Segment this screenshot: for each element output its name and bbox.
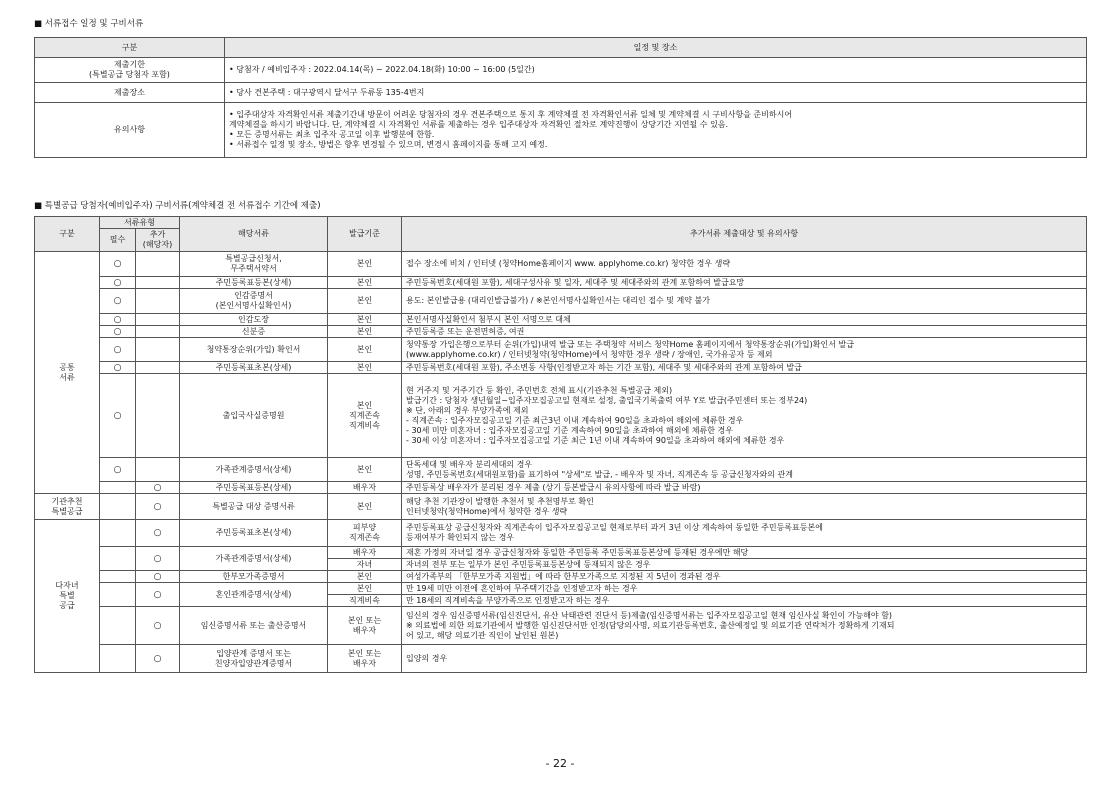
additional-mark: ○ bbox=[136, 645, 180, 673]
header-required: 필수 bbox=[100, 229, 136, 252]
document-name: 청약통장순위(가입) 확인서 bbox=[180, 338, 328, 362]
issuer: 본인 bbox=[328, 362, 402, 374]
issuer: 본인 bbox=[328, 289, 402, 314]
required-mark bbox=[100, 583, 136, 607]
required-mark bbox=[100, 645, 136, 673]
additional-mark bbox=[136, 252, 180, 277]
additional-mark: ○ bbox=[136, 494, 180, 520]
issuer: 배우자 bbox=[328, 482, 402, 494]
row-label: 제출장소 bbox=[35, 83, 225, 103]
note: 만 19세 미만 이전에 혼인하여 무주택기간을 인정받고자 하는 경우 bbox=[402, 583, 1087, 595]
document-name: 입양관계 증명서 또는 친양자입양관계증명서 bbox=[180, 645, 328, 673]
issuer: 본인 bbox=[328, 494, 402, 520]
section1-title: ■ 서류접수 일정 및 구비서류 bbox=[34, 19, 144, 29]
additional-mark bbox=[136, 362, 180, 374]
required-mark: ○ bbox=[100, 314, 136, 326]
header-notes: 추가서류 제출대상 및 유의사항 bbox=[402, 217, 1087, 252]
note: 주민등록증 또는 운전면허증, 여권 bbox=[402, 326, 1087, 338]
row-label: 유의사항 bbox=[35, 103, 225, 158]
additional-mark: ○ bbox=[136, 583, 180, 607]
issuer: 본인 bbox=[328, 277, 402, 289]
group-multichild: 다자녀 특별 공급 bbox=[35, 520, 100, 673]
required-mark: ○ bbox=[100, 326, 136, 338]
document-name: 한부모가족증명서 bbox=[180, 571, 328, 583]
note: 임신의 경우 임신증명서류(임신진단서, 유산 낙태관련 진단서 등)제출(임신증명서류는 입주자모집공고일 현재 임신사실 확인이 가능해야 함) ※ 의료법에 의한 의료기관에서 발행한 임신진단서만 인정(담당의사명, 의료기관등록번호, 출산예정일 및 의료기관 연락처가 정확하게 기재되 어 있고, 해당 의료기관 직인이 날인된 원본) bbox=[402, 607, 1087, 645]
required-mark: ○ bbox=[100, 252, 136, 277]
additional-mark: ○ bbox=[136, 607, 180, 645]
row-label: 제출기한 (특별공급 당첨자 포함) bbox=[35, 58, 225, 83]
note: 주민등록번호(세대원 포함), 세대구성사유 및 일자, 세대주 및 세대주와의 관계 포함하여 발급요망 bbox=[402, 277, 1087, 289]
note: 주민등록번호(세대원 포함), 주소변동 사항(인정받고자 하는 기간 포함), 세대주 및 세대주와의 관계 포함하여 발급 bbox=[402, 362, 1087, 374]
documents-table bbox=[34, 216, 1087, 673]
group-common: 공통 서류 bbox=[35, 252, 100, 494]
issuer: 직계비속 bbox=[328, 595, 402, 607]
page-number: - 22 - bbox=[545, 757, 575, 770]
required-mark: ○ bbox=[100, 458, 136, 482]
row-content: • 당첨자 / 예비입주자 : 2022.04.14(목) ~ 2022.04.18(화) 10:00 ~ 16:00 (5일간) bbox=[225, 58, 1087, 83]
document-name: 주민등록표등본(상세) bbox=[180, 482, 328, 494]
document-name: 주민등록표초본(상세) bbox=[180, 520, 328, 547]
header-doc-type: 서류유형 bbox=[100, 217, 180, 229]
additional-mark bbox=[136, 458, 180, 482]
document-name: 특별공급신청서, 무주택서약서 bbox=[180, 252, 328, 277]
required-mark bbox=[100, 547, 136, 571]
note: 재혼 가정의 자녀일 경우 공급신청자와 동일한 주민등록 주민등록표등본상에 등재된 경우에만 해당 bbox=[402, 547, 1087, 559]
document-name: 가족관계증명서(상세) bbox=[180, 547, 328, 571]
note: 주민등록상 배우자가 분리된 경우 제출 (상기 등본발급시 유의사항에 따라 발급 바람) bbox=[402, 482, 1087, 494]
schedule-table bbox=[34, 37, 1087, 158]
document-name: 인감증명서 (본인서명사실확인서) bbox=[180, 289, 328, 314]
issuer: 본인 bbox=[328, 326, 402, 338]
required-mark: ○ bbox=[100, 289, 136, 314]
additional-mark: ○ bbox=[136, 571, 180, 583]
header-category: 구분 bbox=[35, 38, 225, 58]
document-name: 혼인관계증명서(상세) bbox=[180, 583, 328, 607]
header-additional: 추가 (해당자) bbox=[136, 229, 180, 252]
document-name: 특별공급 대상 증명서류 bbox=[180, 494, 328, 520]
issuer: 본인 bbox=[328, 252, 402, 277]
document-name: 가족관계증명서(상세) bbox=[180, 458, 328, 482]
required-mark bbox=[100, 482, 136, 494]
note: 접수 장소에 비치 / 인터넷 (청약Home홈페이지 www. applyhome.co.kr) 청약한 경우 생략 bbox=[402, 252, 1087, 277]
additional-mark: ○ bbox=[136, 482, 180, 494]
required-mark: ○ bbox=[100, 338, 136, 362]
document-name: 인감도장 bbox=[180, 314, 328, 326]
required-mark bbox=[100, 571, 136, 583]
issuer: 피부양 직계존속 bbox=[328, 520, 402, 547]
issuer: 본인 또는 배우자 bbox=[328, 645, 402, 673]
issuer: 자녀 bbox=[328, 559, 402, 571]
group-recommend: 기관추천 특별공급 bbox=[35, 494, 100, 520]
required-mark bbox=[100, 494, 136, 520]
row-content: • 당사 견본주택 : 대구광역시 달서구 두류동 135-4번지 bbox=[225, 83, 1087, 103]
additional-mark bbox=[136, 374, 180, 458]
additional-mark bbox=[136, 277, 180, 289]
note: 청약통장 가입은행으로부터 순위(가입)내역 발급 또는 주택청약 서비스 청약Home 홈페이지에서 청약통장순위(가입)확인서 발급 (www.applyhome.co.kr) / 인터넷청약(청약Home)에서 청약한 경우 생략 / 장애인, 국가유공자 등 제외 bbox=[402, 338, 1087, 362]
required-mark: ○ bbox=[100, 374, 136, 458]
additional-mark bbox=[136, 326, 180, 338]
issuer: 본인 bbox=[328, 458, 402, 482]
issuer: 본인 bbox=[328, 314, 402, 326]
document-name: 주민등록표초본(상세) bbox=[180, 362, 328, 374]
section2-title: ■ 특별공급 당첨자(예비입주자) 구비서류(계약체결 전 서류접수 기간에 제출) bbox=[34, 201, 321, 211]
additional-mark: ○ bbox=[136, 547, 180, 571]
issuer: 배우자 bbox=[328, 547, 402, 559]
note: 해당 추천 기관장이 발행한 추천서 및 추천명부로 확인 인터넷청약(청약Home)에서 청약한 경우 생략 bbox=[402, 494, 1087, 520]
note: 본인서명사실확인서 첨부시 본인 서명으로 대체 bbox=[402, 314, 1087, 326]
note: 용도: 본인발급용 (대리인발급불가) / ※본인서명사실확인서는 대리인 접수 및 계약 불가 bbox=[402, 289, 1087, 314]
document-name: 신분증 bbox=[180, 326, 328, 338]
note: 주민등록표상 공급신청자와 직계존속이 입주자모집공고일 현재로부터 과거 3년 이상 계속하여 동일한 주민등록표등본에 등재여부가 확인되지 않는 경우 bbox=[402, 520, 1087, 547]
header-schedule: 일정 및 장소 bbox=[225, 38, 1087, 58]
additional-mark bbox=[136, 289, 180, 314]
issuer: 본인 bbox=[328, 338, 402, 362]
issuer: 본인 또는 배우자 bbox=[328, 607, 402, 645]
note: 단독세대 및 배우자 분리세대의 경우 성명, 주민등록번호(세대원포함)를 표기하여 "상세"로 발급, - 배우자 및 자녀, 직계존속 등 공급신청자와의 관계 bbox=[402, 458, 1087, 482]
additional-mark: ○ bbox=[136, 520, 180, 547]
note: 만 18세의 직계비속을 부양가족으로 인정받고자 하는 경우 bbox=[402, 595, 1087, 607]
additional-mark bbox=[136, 338, 180, 362]
required-mark bbox=[100, 607, 136, 645]
header-category: 구분 bbox=[35, 217, 100, 252]
issuer: 본인 직계존속 직계비속 bbox=[328, 374, 402, 458]
required-mark bbox=[100, 520, 136, 547]
issuer: 본인 bbox=[328, 583, 402, 595]
document-name: 임신증명서류 또는 출산증명서 bbox=[180, 607, 328, 645]
header-document: 해당서류 bbox=[180, 217, 328, 252]
additional-mark bbox=[136, 314, 180, 326]
required-mark: ○ bbox=[100, 277, 136, 289]
header-issuer: 발급기준 bbox=[328, 217, 402, 252]
document-name: 주민등록표등본(상세) bbox=[180, 277, 328, 289]
note: 입양의 경우 bbox=[402, 645, 1087, 673]
document-name: 출입국사실증명원 bbox=[180, 374, 328, 458]
note: 여성가족부의 「한부모가족 지원법」에 따라 한부모가족으로 지정된 지 5년이 경과된 경우 bbox=[402, 571, 1087, 583]
required-mark: ○ bbox=[100, 362, 136, 374]
issuer: 본인 bbox=[328, 571, 402, 583]
note: 자녀의 전부 또는 일부가 본인 주민등록표등본상에 등재되지 않은 경우 bbox=[402, 559, 1087, 571]
note: 현 거주지 및 거주기간 등 확인, 주민번호 전체 표시(기관추천 특별공급 제외) 발급기간 : 당첨자 생년월일~입주자모집공고일 현재로 설정, 출입국기록출력 여부 Y로 발급(주민센터 또는 정부24) ※ 단, 아래의 경우 부양가족에 제외 - 직계존속 : 입주자모집공고일 기준 최근3년 이내 계속하여 90일을 초과하여 해외에 체류한 경우 - 30세 미만 미혼자녀 : 입주자모집공고일 기준 계속하여 90일을 초과하여 해외에 체류한 경우 - 30세 이상 미혼자녀 : 입주자모집공고일 기준 최근 1년 이내 계속하여 90일을 초과하여 해외에 체류한 경우 bbox=[402, 374, 1087, 458]
row-content: • 입주대상자 자격확인서류 제출기간내 방문이 어려운 당첨자의 경우 견본주택으로 통지 후 계약체결 전 자격확인서류 일체 및 계약체결 시 구비사항을 준비하시어 계약체결을 하시기 바랍니다. 단, 계약체결 시 자격확인 서류를 제출하는 경우 입주대상자 자격확인 절차로 계약진행이 상당기간 지연될 수 있음. • 모든 증명서류는 최초 입주자 공고일 이후 발행분에 한함. • 서류접수 일정 및 장소, 방법은 향후 변경될 수 있으며, 변경시 홈페이지를 통해 고지 예정. bbox=[225, 103, 1087, 158]
